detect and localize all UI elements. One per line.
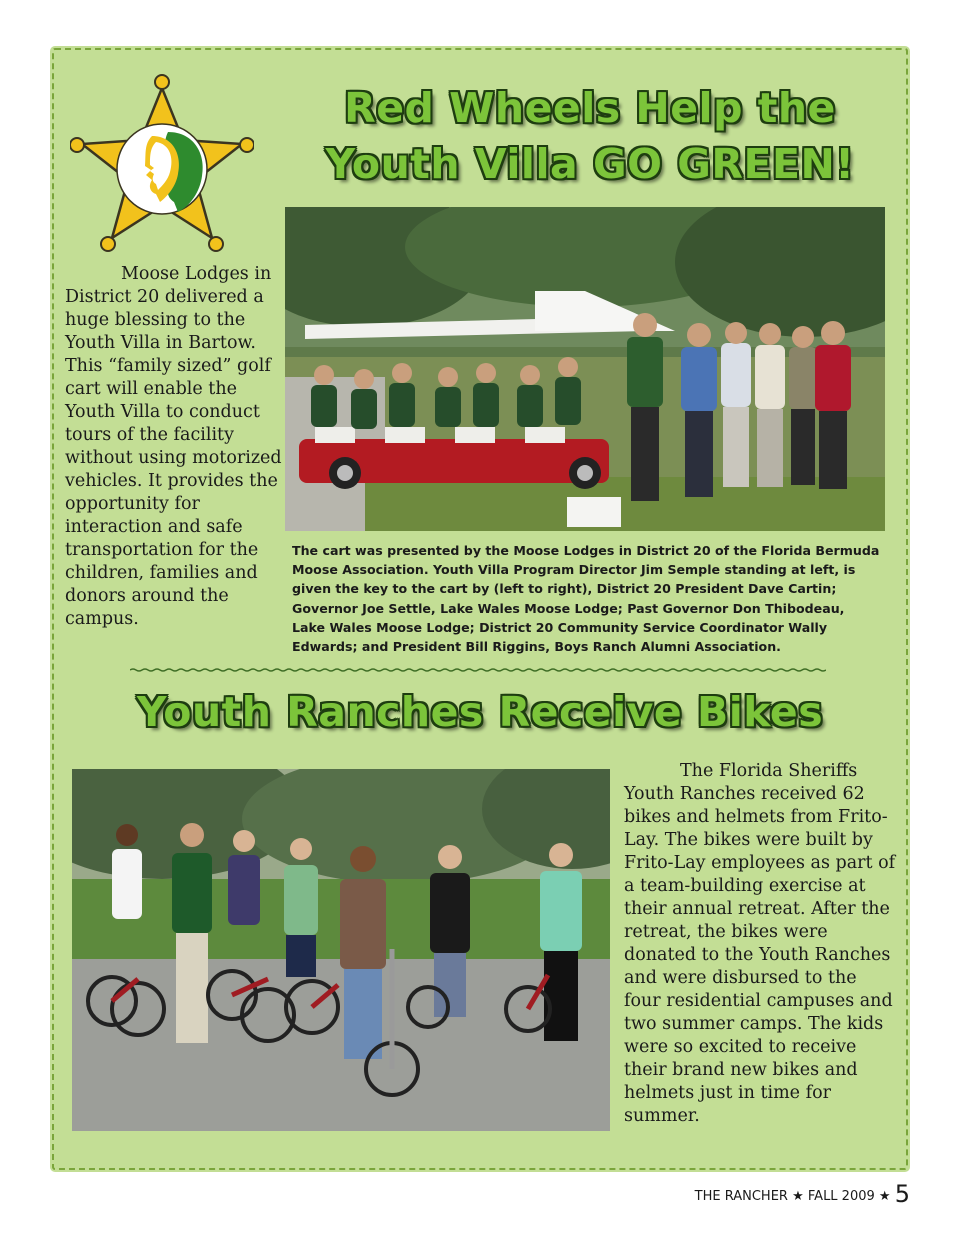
article1-title	[300, 80, 880, 192]
group-with-golf-cart-photo	[285, 207, 885, 531]
kids-with-bikes-photo	[72, 769, 610, 1131]
article2-body	[624, 760, 896, 1128]
section-divider	[130, 668, 826, 672]
page-footer	[695, 1180, 910, 1208]
sheriff-star-logo	[70, 74, 254, 254]
footer-publication: THE RANCHER	[694, 1189, 788, 1204]
footer-issue: FALL 2009	[807, 1189, 875, 1204]
page-number: 5	[894, 1180, 910, 1208]
article1-title-line1: Red Wheels Help the	[344, 84, 836, 132]
article2-body-text: The Florida Sheriffs Youth Ranches received 62 bikes and helmets from Frito-Lay. The bikes were built by Frito-Lay employees as part of a team-building exercise at their annual retreat. After the retreat, the bikes were donated to the Youth Ranches and were disbursed to the four residential campuses and two summer camps. The kids were so excited to receive their brand new bikes and helmets just in time for summer.	[624, 761, 896, 1126]
article1-title-line2: Youth Villa GO GREEN!	[325, 140, 855, 188]
article1-body	[65, 263, 283, 631]
article1-body-text: Moose Lodges in District 20 delivered a huge blessing to the Youth Villa in Bartow. This “family sized” golf cart will enable the Youth Villa to conduct tours of the facility without using motorized vehicles. It provides the opportunity for interaction and safe transportation for the children, families and donors around the campus.	[65, 264, 282, 629]
article1-caption: The cart was presented by the Moose Lodges in District 20 of the Florida Bermuda Moose Association. Youth Villa Program Director Jim Semple standing at left, is given the key to the cart by (left to right), District 20 President Dave Cartin; Governor Joe Settle, Lake Wales Moose Lodge; Past Governor Don Thibodeau, Lake Wales Moose Lodge; District 20 Community Service Coordinator Wally Edwards; and President Bill Riggins, Boys Ranch Alumni Association.	[292, 543, 880, 655]
star-icon: ★	[792, 1189, 804, 1204]
star-icon: ★	[878, 1189, 891, 1204]
article2-title: Youth Ranches Receive Bikes	[136, 688, 824, 736]
